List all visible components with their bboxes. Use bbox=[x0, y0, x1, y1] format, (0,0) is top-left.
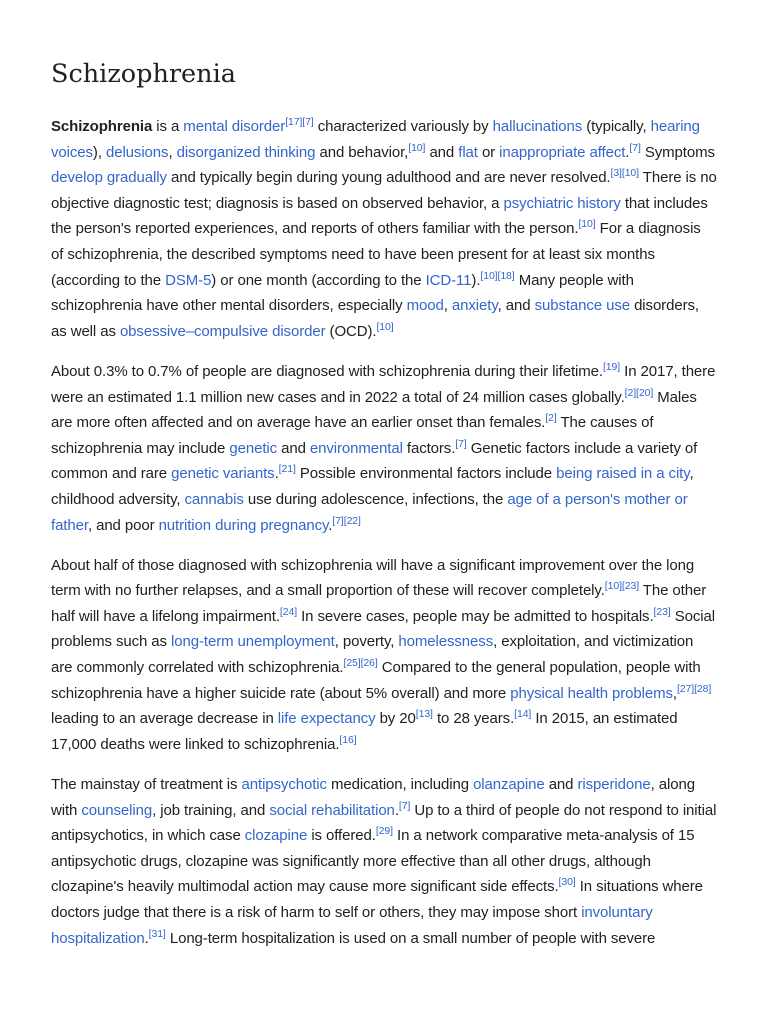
citation-link[interactable]: [30] bbox=[558, 876, 576, 889]
citation-link[interactable]: [10] bbox=[376, 320, 394, 333]
text-run: The mainstay of treatment is bbox=[51, 776, 242, 794]
text-run: is a bbox=[152, 118, 184, 135]
citation bbox=[654, 606, 671, 618]
citation bbox=[480, 270, 514, 282]
text-run: Social problems such as bbox=[51, 607, 715, 651]
wiki-link[interactable]: olanzapine bbox=[473, 776, 545, 794]
citation bbox=[545, 412, 556, 424]
citation-link[interactable]: [10] bbox=[578, 218, 596, 231]
wiki-link[interactable]: social rehabilitation bbox=[269, 801, 395, 819]
text-run: Males are more often affected and on average have an earlier onset than females. bbox=[51, 388, 697, 432]
citation-link[interactable]: [31] bbox=[148, 927, 166, 940]
citation-link[interactable]: [21] bbox=[278, 463, 296, 476]
text-run: In 2017, there were an estimated 1.1 million new cases and in 2022 a total of 24 million cases globally. bbox=[51, 362, 716, 406]
citation-link[interactable]: [7] bbox=[629, 141, 641, 154]
wiki-link[interactable]: long-term unemployment bbox=[171, 633, 335, 651]
citation-link[interactable]: [2] bbox=[545, 412, 557, 425]
text-run: medication, including bbox=[326, 776, 474, 794]
text-run: There is no objective diagnostic test; diagnosis is based on observed behavior, a bbox=[51, 169, 717, 212]
wiki-link[interactable]: life expectancy bbox=[277, 710, 376, 728]
citation bbox=[605, 580, 639, 592]
text-run: that includes the person's reported experiences, and reports of others familiar with the person. bbox=[51, 194, 708, 238]
wiki-link[interactable]: substance use bbox=[534, 297, 630, 315]
text-run: and bbox=[277, 439, 310, 457]
wiki-link[interactable]: hallucinations bbox=[492, 118, 583, 135]
text-run: For a diagnosis of schizophrenia, the described symptoms need to have been present for at least six months (according to the bbox=[51, 220, 701, 289]
citation-link[interactable]: [29] bbox=[375, 825, 393, 838]
text-run: ). bbox=[471, 271, 481, 289]
text-run: . bbox=[625, 143, 630, 161]
text-run: , and poor bbox=[87, 516, 159, 534]
citation bbox=[280, 606, 297, 618]
paragraph bbox=[51, 553, 717, 758]
citation bbox=[149, 928, 166, 940]
wiki-link[interactable]: physical health problems bbox=[510, 684, 673, 702]
citation bbox=[603, 361, 620, 373]
text-run: and behavior, bbox=[315, 143, 409, 161]
text-run: by 20 bbox=[375, 710, 416, 728]
paragraph bbox=[51, 114, 717, 344]
text-run: is offered. bbox=[307, 827, 376, 845]
text-run: leading to an average decrease in bbox=[51, 710, 278, 728]
citation bbox=[625, 387, 654, 399]
text-run: factors. bbox=[402, 439, 456, 457]
wiki-link[interactable]: nutrition during pregnancy bbox=[158, 516, 329, 534]
wiki-link[interactable]: clozapine bbox=[244, 827, 308, 845]
text-run: , bbox=[168, 143, 177, 161]
wiki-link[interactable]: psychiatric history bbox=[503, 194, 621, 212]
wiki-link[interactable]: disorganized thinking bbox=[176, 143, 316, 161]
text-run: The causes of schizophrenia may include bbox=[51, 414, 654, 457]
text-run: . bbox=[394, 801, 399, 819]
citation bbox=[344, 657, 378, 669]
text-run: disorders, as well as bbox=[51, 297, 699, 340]
wiki-link[interactable]: hearing voices bbox=[51, 118, 700, 161]
paragraph bbox=[51, 772, 717, 951]
text-run: In severe cases, people may be admitted to hospitals. bbox=[297, 607, 654, 625]
text-run: to 28 years. bbox=[432, 710, 515, 728]
citation bbox=[339, 734, 356, 746]
citation bbox=[578, 218, 595, 230]
wiki-link[interactable]: anxiety bbox=[451, 297, 498, 315]
text-run: , and bbox=[497, 297, 535, 315]
text-run: About 0.3% to 0.7% of people are diagnosed with schizophrenia during their lifetime. bbox=[51, 362, 603, 380]
citation bbox=[285, 116, 314, 128]
text-run: Long-term hospitalization is used on a small number of people with severe bbox=[165, 929, 656, 947]
citation-link[interactable]: [27][28] bbox=[676, 682, 712, 695]
text-run: , poverty, bbox=[334, 633, 399, 651]
citation-link[interactable]: [7] bbox=[398, 799, 411, 812]
text-run: . bbox=[144, 929, 149, 947]
text-run: use during adolescence, infections, the bbox=[243, 490, 508, 508]
text-run: and typically begin during young adulthood and are never resolved. bbox=[166, 169, 611, 187]
wiki-link[interactable]: involuntary hospitalization bbox=[51, 904, 653, 947]
text-run: Up to a third of people do not respond to initial antipsychotics, in which case bbox=[51, 801, 717, 845]
text-run: Compared to the general population, people with schizophrenia have a higher suicide rate (about 5% overall) and more bbox=[51, 659, 701, 702]
citation-link[interactable]: [10][23] bbox=[604, 580, 640, 593]
wiki-link[interactable]: delusions bbox=[105, 143, 169, 161]
citation bbox=[611, 167, 640, 179]
wiki-link[interactable]: homelessness bbox=[398, 633, 494, 651]
text-run: (typically, bbox=[582, 118, 651, 135]
wiki-link[interactable]: risperidone bbox=[577, 776, 651, 794]
citation bbox=[416, 708, 433, 720]
citation bbox=[677, 683, 711, 695]
text-run: Symptoms bbox=[640, 143, 715, 161]
text-run: . bbox=[328, 516, 333, 534]
wiki-link[interactable]: antipsychotic bbox=[241, 776, 327, 794]
citation-link[interactable]: [7][22] bbox=[332, 514, 361, 527]
citation-link[interactable]: [10] bbox=[408, 141, 426, 154]
text-run: ) or one month (according to the bbox=[211, 271, 426, 289]
page-title: Schizophrenia bbox=[51, 59, 236, 89]
text-run: , childhood adversity, bbox=[51, 465, 694, 508]
citation-link[interactable]: [23] bbox=[653, 605, 671, 618]
text-run: (OCD). bbox=[325, 322, 377, 340]
citation bbox=[332, 515, 361, 527]
text-run: , bbox=[443, 297, 452, 315]
citation bbox=[514, 708, 531, 720]
wiki-link[interactable]: genetic variants bbox=[171, 465, 275, 483]
citation-link[interactable]: [19] bbox=[602, 360, 621, 373]
paragraph bbox=[51, 359, 717, 538]
wiki-link[interactable]: obsessive–compulsive disorder bbox=[119, 322, 326, 340]
citation-link[interactable]: [16] bbox=[339, 733, 357, 746]
citation-link[interactable]: [3][10] bbox=[610, 167, 639, 180]
wiki-link[interactable]: age of a person's mother or father bbox=[51, 490, 688, 534]
text-run: The other half will have a lifelong impairment. bbox=[51, 582, 707, 625]
wiki-link[interactable]: cannabis bbox=[184, 490, 244, 508]
text-run: , exploitation, and victimization are commonly correlated with schizophrenia. bbox=[51, 633, 694, 677]
citation-link[interactable]: [13] bbox=[415, 708, 433, 721]
citation bbox=[399, 800, 410, 812]
text-run: Many people with schizophrenia have other mental disorders, especially bbox=[51, 271, 634, 315]
wiki-link[interactable]: develop gradually bbox=[51, 169, 167, 187]
citation bbox=[559, 876, 576, 888]
citation-link[interactable]: [14] bbox=[514, 708, 532, 721]
wiki-link[interactable]: environmental bbox=[309, 439, 403, 457]
text-run: In situations where doctors judge that there is a risk of harm to self or others, they may impose short bbox=[51, 878, 703, 921]
citation-link[interactable]: [17][7] bbox=[285, 116, 314, 128]
article-body bbox=[51, 114, 717, 951]
citation-link[interactable]: [24] bbox=[279, 605, 298, 618]
text-run: , job training, and bbox=[152, 801, 270, 819]
citation-link[interactable]: [2][20] bbox=[624, 386, 654, 399]
citation bbox=[376, 825, 393, 837]
citation-link[interactable]: [25][26] bbox=[343, 657, 378, 670]
text-run: About half of those diagnosed with schizophrenia will have a significant improvement over the long term with no further relapses, and a small proportion of these will recover completely. bbox=[51, 556, 695, 600]
text-run: In a network comparative meta-analysis of 15 antipsychotic drugs, clozapine was significantly more effective than all other drugs, although clozapine's heavily multimodal action may cause more significant side effects. bbox=[51, 827, 695, 896]
citation bbox=[408, 142, 425, 154]
text-run: and bbox=[425, 143, 459, 161]
wiki-link[interactable]: counseling bbox=[81, 801, 153, 819]
text-run: . bbox=[274, 465, 279, 483]
text-run: or bbox=[477, 143, 500, 161]
text-run: Possible environmental factors include bbox=[295, 465, 557, 483]
text-run: and bbox=[544, 776, 578, 794]
wiki-link[interactable]: genetic bbox=[229, 439, 278, 457]
citation bbox=[455, 438, 466, 450]
wiki-link[interactable]: inappropriate affect bbox=[499, 143, 626, 161]
wiki-link[interactable]: flat bbox=[458, 143, 478, 161]
text-run: characterized variously by bbox=[313, 118, 493, 135]
bold-term: Schizophrenia bbox=[51, 118, 153, 135]
text-run: , along with bbox=[51, 776, 695, 819]
wiki-link[interactable]: mood bbox=[406, 297, 444, 315]
citation bbox=[376, 321, 393, 333]
wiki-link[interactable]: mental disorder bbox=[183, 118, 286, 135]
wiki-link[interactable]: being raised in a city bbox=[556, 465, 690, 483]
wiki-link[interactable]: ICD-11 bbox=[425, 271, 472, 289]
text-run: Genetic factors include a variety of common and rare bbox=[51, 439, 698, 483]
citation-link[interactable]: [10][18] bbox=[480, 269, 515, 282]
citation bbox=[279, 463, 296, 475]
text-run: , bbox=[672, 684, 677, 702]
text-run: In 2015, an estimated 17,000 deaths were linked to schizophrenia. bbox=[51, 710, 678, 753]
wiki-link[interactable]: DSM-5 bbox=[165, 271, 212, 289]
text-run: ), bbox=[92, 143, 106, 161]
citation bbox=[629, 142, 640, 154]
citation-link[interactable]: [7] bbox=[455, 437, 467, 450]
